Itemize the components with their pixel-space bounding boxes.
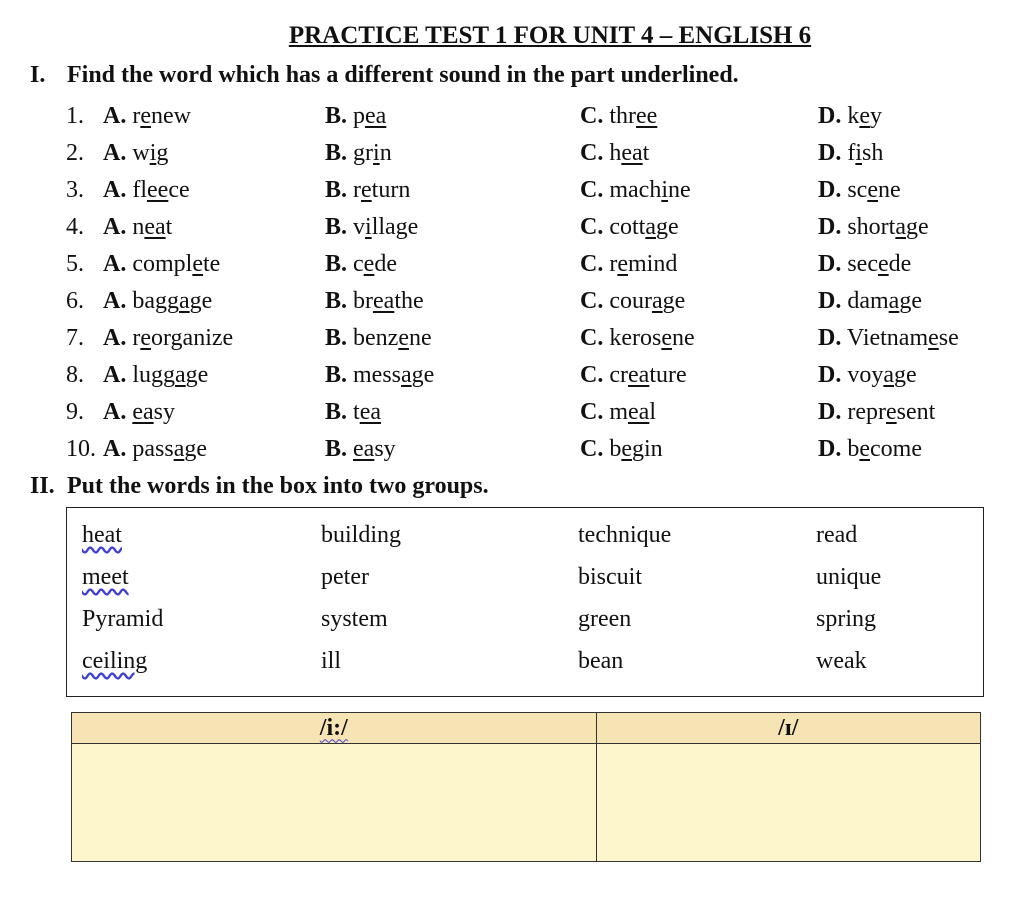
word-item: biscuit xyxy=(578,564,642,590)
question-row xyxy=(0,103,1024,139)
word-part: lugg xyxy=(132,362,176,388)
underlined-part: e xyxy=(661,325,672,351)
word-item: Pyramid xyxy=(82,606,164,632)
option-letter: A. xyxy=(103,325,127,351)
word-item: system xyxy=(321,606,388,632)
word-part: ge xyxy=(899,288,922,314)
word-part: ge xyxy=(894,362,917,388)
word-item: ill xyxy=(321,648,342,674)
underlined-part: a xyxy=(175,362,186,388)
answer-option[interactable] xyxy=(580,103,657,130)
word-part: repr xyxy=(847,399,886,425)
answer-option[interactable] xyxy=(103,214,172,241)
answer-cell-long-i[interactable] xyxy=(72,744,597,862)
underlined-part: ea xyxy=(353,436,375,462)
answer-option[interactable] xyxy=(818,436,922,463)
section-number: I. xyxy=(30,62,46,88)
word-part: de xyxy=(374,251,397,277)
option-letter: B. xyxy=(325,103,348,129)
word-part: c xyxy=(353,251,364,277)
answer-option[interactable] xyxy=(580,399,656,426)
answer-option[interactable] xyxy=(103,288,212,315)
word-part: b xyxy=(609,436,622,462)
word-box xyxy=(66,507,984,697)
word-part: w xyxy=(132,140,150,166)
column-header-short-i xyxy=(596,713,980,744)
underlined-part: e xyxy=(361,177,372,203)
answer-option[interactable] xyxy=(580,436,663,463)
header-label: /ɪ/ xyxy=(778,714,799,741)
option-letter: D. xyxy=(818,177,842,203)
underlined-part: i xyxy=(661,177,668,203)
underlined-part: a xyxy=(888,288,900,314)
word-part: organize xyxy=(151,325,234,351)
word-item: spring xyxy=(816,606,876,632)
question-number: 4. xyxy=(66,214,84,240)
word-part: p xyxy=(353,103,366,129)
answer-option[interactable] xyxy=(103,103,191,130)
word-item: read xyxy=(816,522,858,548)
option-letter: C. xyxy=(580,325,604,351)
underlined-part: a xyxy=(652,288,663,314)
answer-option[interactable] xyxy=(103,177,190,204)
underlined-part: ea xyxy=(359,399,381,425)
underlined-part: ea xyxy=(621,140,643,166)
section-1-heading xyxy=(30,62,739,89)
option-letter: A. xyxy=(103,140,127,166)
option-letter: C. xyxy=(580,103,604,129)
underlined-part: e xyxy=(363,251,375,277)
word-part: ture xyxy=(649,362,687,388)
word-part: gr xyxy=(353,140,374,166)
option-letter: B. xyxy=(325,214,348,240)
option-letter: C. xyxy=(580,140,604,166)
option-letter: B. xyxy=(325,177,348,203)
question-number: 10. xyxy=(66,436,96,462)
word-part: turn xyxy=(371,177,411,203)
word-part: r xyxy=(353,177,362,203)
word-part: b xyxy=(847,436,860,462)
underlined-part: ee xyxy=(147,177,169,203)
word-part: v xyxy=(353,214,366,240)
option-letter: B. xyxy=(325,436,348,462)
word-part: m xyxy=(609,399,629,425)
answer-option[interactable] xyxy=(325,325,432,352)
header-label: /i:/ xyxy=(319,714,348,741)
answer-option[interactable] xyxy=(818,177,901,204)
option-letter: A. xyxy=(103,251,127,277)
option-letter: B. xyxy=(325,140,348,166)
question-row xyxy=(0,140,1024,176)
word-part: sy xyxy=(374,436,396,462)
word-part: sy xyxy=(153,399,175,425)
word-item: technique xyxy=(578,522,672,548)
answer-cell-short-i[interactable] xyxy=(596,744,980,862)
word-part: se xyxy=(938,325,959,351)
underlined-part: ea xyxy=(132,399,154,425)
word-part: h xyxy=(609,140,622,166)
section-number: II. xyxy=(30,473,55,499)
answer-option[interactable] xyxy=(103,140,168,167)
word-part: ne xyxy=(671,325,695,351)
answer-option[interactable] xyxy=(325,140,392,167)
answer-option[interactable] xyxy=(818,140,883,167)
answer-option[interactable] xyxy=(580,214,679,241)
word-part: cr xyxy=(609,362,628,388)
answer-option[interactable] xyxy=(325,362,434,389)
answer-option[interactable] xyxy=(103,251,220,278)
word-part: f xyxy=(847,140,856,166)
option-letter: D. xyxy=(818,288,842,314)
underlined-part: e xyxy=(928,325,939,351)
underlined-part: ee xyxy=(636,103,658,129)
word-item: peter xyxy=(321,564,369,590)
option-letter: B. xyxy=(325,325,348,351)
word-part: llage xyxy=(371,214,419,240)
underlined-part: ea xyxy=(628,399,650,425)
answer-option[interactable] xyxy=(103,436,207,463)
answer-option[interactable] xyxy=(325,399,381,426)
word-part: g xyxy=(156,140,169,166)
question-row xyxy=(0,177,1024,213)
word-part: ge xyxy=(184,436,207,462)
answer-option[interactable] xyxy=(325,103,386,130)
word-part: ce xyxy=(168,177,190,203)
word-part: keros xyxy=(609,325,662,351)
word-part: Vietnam xyxy=(846,325,929,351)
answer-option[interactable] xyxy=(580,177,691,204)
word-part: r xyxy=(609,251,618,277)
option-letter: B. xyxy=(325,362,348,388)
word-part: ge xyxy=(656,214,679,240)
question-number: 1. xyxy=(66,103,84,129)
underlined-part: a xyxy=(883,362,894,388)
option-letter: B. xyxy=(325,399,348,425)
word-part: ge xyxy=(185,362,209,388)
word-part: ge xyxy=(662,288,686,314)
word-part: n xyxy=(379,140,392,166)
underlined-part: ea xyxy=(628,362,650,388)
underlined-part: i xyxy=(365,214,372,240)
answer-option[interactable] xyxy=(325,177,410,204)
option-letter: C. xyxy=(580,288,604,314)
word-part: bagg xyxy=(132,288,179,314)
underlined-part: a xyxy=(895,214,906,240)
option-letter: A. xyxy=(103,399,127,425)
answer-option[interactable] xyxy=(818,214,929,241)
underlined-part: a xyxy=(179,288,190,314)
column-header-long-i xyxy=(72,713,597,744)
answer-option[interactable] xyxy=(325,251,397,278)
word-item: green xyxy=(578,606,632,632)
underlined-part: ea xyxy=(365,103,387,129)
answer-option[interactable] xyxy=(818,251,911,278)
question-number: 3. xyxy=(66,177,84,203)
underlined-part: e xyxy=(621,436,632,462)
underlined-part: a xyxy=(173,436,185,462)
answer-option[interactable] xyxy=(818,362,917,389)
word-part: te xyxy=(203,251,221,277)
word-item: ceiling xyxy=(82,648,148,674)
word-part: k xyxy=(847,103,860,129)
word-part: sc xyxy=(847,177,868,203)
word-part: gin xyxy=(632,436,663,462)
underlined-part: a xyxy=(645,214,656,240)
word-part: fl xyxy=(132,177,148,203)
word-part: br xyxy=(353,288,374,314)
answer-table xyxy=(71,712,981,862)
answer-option[interactable] xyxy=(103,325,233,352)
option-letter: A. xyxy=(103,362,127,388)
underlined-part: e xyxy=(617,251,628,277)
option-letter: D. xyxy=(818,251,842,277)
word-part: ge xyxy=(411,362,435,388)
option-letter: A. xyxy=(103,288,127,314)
answer-option[interactable] xyxy=(325,288,424,315)
word-part: r xyxy=(132,103,141,129)
word-part: mind xyxy=(628,251,678,277)
answer-option[interactable] xyxy=(580,140,649,167)
word-part: t xyxy=(642,140,650,166)
option-letter: D. xyxy=(818,140,842,166)
word-part: y xyxy=(870,103,882,129)
word-part: t xyxy=(353,399,360,425)
question-row xyxy=(0,251,1024,287)
word-part: sent xyxy=(896,399,936,425)
question-number: 5. xyxy=(66,251,84,277)
underlined-part: e xyxy=(867,177,878,203)
underlined-part: e xyxy=(859,103,870,129)
underlined-part: i xyxy=(373,140,380,166)
underlined-part: a xyxy=(401,362,412,388)
question-row xyxy=(0,325,1024,361)
question-row xyxy=(0,214,1024,250)
word-part: voy xyxy=(847,362,884,388)
answer-option[interactable] xyxy=(818,399,935,426)
option-letter: C. xyxy=(580,177,604,203)
option-letter: C. xyxy=(580,214,604,240)
answer-option[interactable] xyxy=(103,399,175,426)
answer-option[interactable] xyxy=(580,288,685,315)
underlined-part: e xyxy=(859,436,870,462)
word-part: compl xyxy=(132,251,193,277)
word-item: bean xyxy=(578,648,624,674)
word-part: benz xyxy=(353,325,399,351)
word-part: ne xyxy=(878,177,901,203)
word-item: heat xyxy=(82,522,122,548)
underlined-part: i xyxy=(149,140,157,166)
option-letter: A. xyxy=(103,103,127,129)
answer-option[interactable] xyxy=(325,436,396,463)
answer-option[interactable] xyxy=(580,362,687,389)
underlined-part: ea xyxy=(373,288,395,314)
question-number: 8. xyxy=(66,362,84,388)
word-item: building xyxy=(321,522,402,548)
word-part: sh xyxy=(862,140,884,166)
section-instruction: Find the word which has a different sound in the part underlined. xyxy=(67,62,739,88)
answer-option[interactable] xyxy=(818,103,882,130)
question-row xyxy=(0,362,1024,398)
word-part: pass xyxy=(132,436,174,462)
underlined-part: e xyxy=(192,251,203,277)
word-part: new xyxy=(151,103,191,129)
option-letter: D. xyxy=(818,362,842,388)
question-number: 9. xyxy=(66,399,84,425)
question-number: 6. xyxy=(66,288,84,314)
word-part: come xyxy=(870,436,922,462)
option-letter: C. xyxy=(580,251,604,277)
word-part: the xyxy=(394,288,424,314)
section-instruction: Put the words in the box into two groups. xyxy=(67,473,489,499)
answer-option[interactable] xyxy=(325,214,418,241)
page-title: PRACTICE TEST 1 FOR UNIT 4 – ENGLISH 6 xyxy=(288,22,812,49)
option-letter: C. xyxy=(580,362,604,388)
underlined-part: e xyxy=(885,399,897,425)
answer-option[interactable] xyxy=(580,251,677,278)
question-number: 7. xyxy=(66,325,84,351)
word-part: t xyxy=(165,214,173,240)
option-letter: D. xyxy=(818,214,842,240)
underlined-part: i xyxy=(855,140,863,166)
option-letter: A. xyxy=(103,214,127,240)
option-letter: D. xyxy=(818,399,842,425)
word-part: cour xyxy=(609,288,652,314)
question-row xyxy=(0,436,1024,472)
underlined-part: e xyxy=(878,251,889,277)
answer-option[interactable] xyxy=(818,288,922,315)
option-letter: B. xyxy=(325,251,348,277)
answer-option[interactable] xyxy=(103,362,208,389)
word-part: ne xyxy=(668,177,691,203)
word-part: de xyxy=(888,251,912,277)
option-letter: B. xyxy=(325,288,348,314)
word-item: weak xyxy=(816,648,867,674)
answer-option[interactable] xyxy=(580,325,695,352)
word-part: r xyxy=(132,325,141,351)
option-letter: C. xyxy=(580,399,604,425)
word-part: sec xyxy=(847,251,878,277)
word-part: mach xyxy=(609,177,662,203)
word-part: ge xyxy=(189,288,213,314)
underlined-part: e xyxy=(140,325,151,351)
option-letter: D. xyxy=(818,436,842,462)
question-row xyxy=(0,399,1024,435)
question-row xyxy=(0,288,1024,324)
question-number: 2. xyxy=(66,140,84,166)
word-part: thr xyxy=(609,103,637,129)
option-letter: A. xyxy=(103,436,127,462)
underlined-part: ea xyxy=(144,214,166,240)
answer-option[interactable] xyxy=(818,325,959,352)
word-part: mess xyxy=(353,362,402,388)
word-part: cott xyxy=(609,214,646,240)
word-part: dam xyxy=(847,288,889,314)
option-letter: A. xyxy=(103,177,127,203)
word-part: n xyxy=(132,214,145,240)
underlined-part: e xyxy=(398,325,409,351)
option-letter: D. xyxy=(818,103,842,129)
word-part: short xyxy=(847,214,896,240)
section-2-heading xyxy=(30,473,489,500)
word-part: ne xyxy=(408,325,432,351)
underlined-part: e xyxy=(140,103,151,129)
word-part: l xyxy=(649,399,656,425)
word-item: unique xyxy=(816,564,882,590)
word-item: meet xyxy=(82,564,129,590)
option-letter: D. xyxy=(818,325,842,351)
word-part: ge xyxy=(906,214,929,240)
option-letter: C. xyxy=(580,436,604,462)
